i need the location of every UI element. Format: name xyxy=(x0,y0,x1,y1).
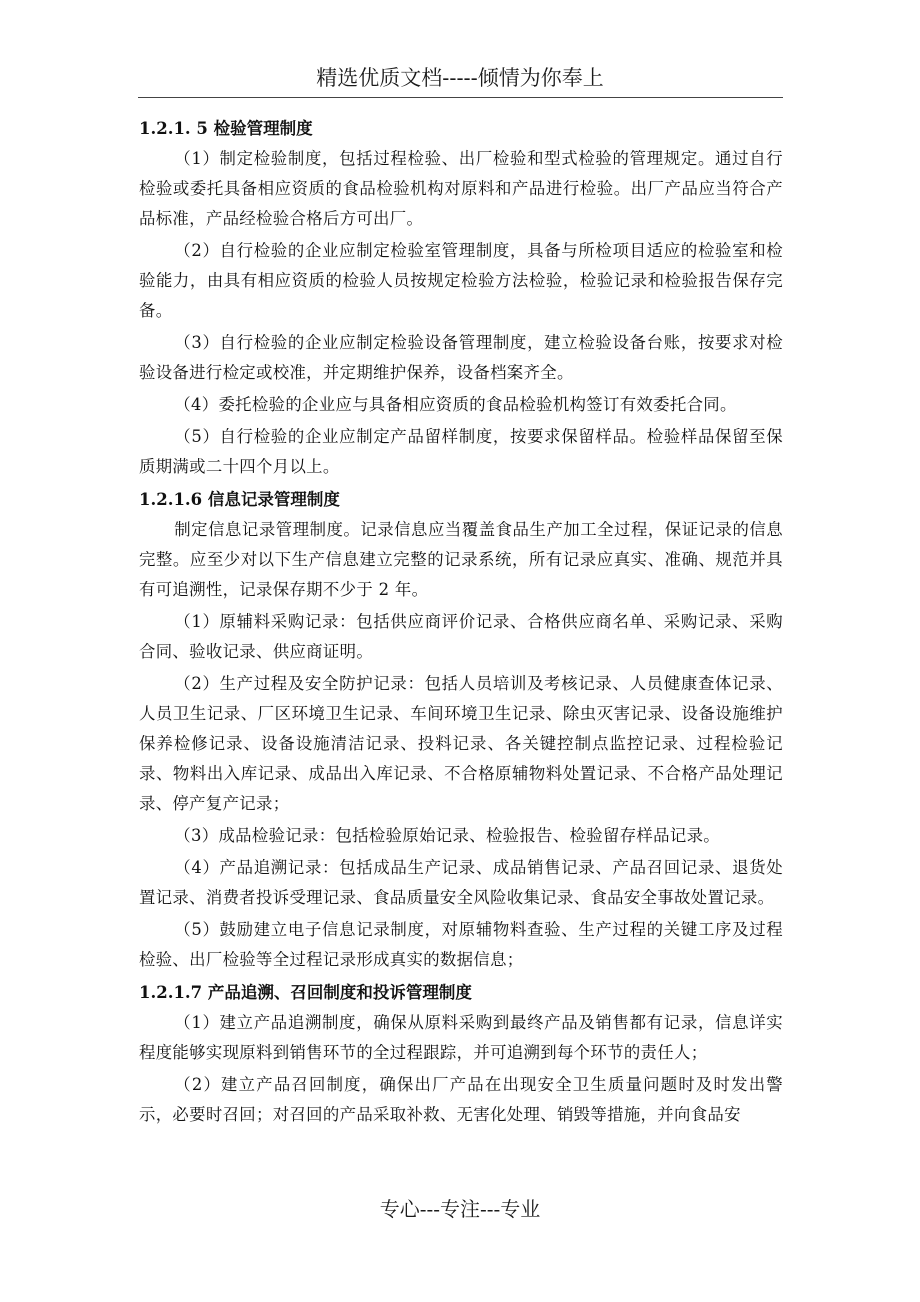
paragraph: （3）自行检验的企业应制定检验设备管理制度，建立检验设备台账，按要求对检验设备进行检定或校准，并定期维护保养，设备档案齐全。 xyxy=(139,333,783,382)
paragraph: （2）建立产品召回制度，确保出厂产品在出现安全卫生质量问题时及时发出警示，必要时召回；对召回的产品采取补救、无害化处理、销毁等措施，并向食品安 xyxy=(139,1075,783,1124)
paragraph: （1）建立产品追溯制度，确保从原料采购到最终产品及销售都有记录，信息详实程度能够实现原料到销售环节的全过程跟踪，并可追溯到每个环节的责任人； xyxy=(139,1013,783,1062)
section-information-records xyxy=(139,484,783,975)
paragraph: （2）生产过程及安全防护记录：包括人员培训及考核记录、人员健康查体记录、人员卫生记录、厂区环境卫生记录、车间环境卫生记录、除虫灭害记录、设备设施维护保养检修记录、设备设施清洁记录、投料记录、各关键控制点监控记录、过程检验记录、物料出入库记录、成品出入库记录、不合格原辅物料处置记录、不合格产品处理记录、停产复产记录； xyxy=(139,674,783,813)
page-footer-text: 专心---专注---专业 xyxy=(379,1197,541,1221)
paragraph: （2）自行检验的企业应制定检验室管理制度，具备与所检项目适应的检验室和检验能力，由具有相应资质的检验人员按规定检验方法检验，检验记录和检验报告保存完备。 xyxy=(139,241,783,320)
header-divider xyxy=(138,97,783,98)
document-body xyxy=(139,113,783,1132)
section-heading: 1.2.1.7 产品追溯、召回制度和投诉管理制度 xyxy=(139,983,472,1002)
section-heading: 1.2.1.6 信息记录管理制度 xyxy=(139,490,340,509)
paragraph: （3）成品检验记录：包括检验原始记录、检验报告、检验留存样品记录。 xyxy=(174,826,720,845)
paragraph: （4）委托检验的企业应与具备相应资质的食品检验机构签订有效委托合同。 xyxy=(174,395,737,414)
paragraph: （5）鼓励建立电子信息记录制度，对原辅物料查验、生产过程的关键工序及过程检验、出厂检验等全过程记录形成真实的数据信息； xyxy=(139,920,783,969)
section-inspection-management xyxy=(139,113,783,482)
paragraph: （1）原辅料采购记录：包括供应商评价记录、合格供应商名单、采购记录、采购合同、验收记录、供应商证明。 xyxy=(139,612,783,661)
page-header-title: 精选优质文档-----倾情为你奉上 xyxy=(316,66,604,90)
section-heading: 1.2.1. 5 检验管理制度 xyxy=(139,119,313,138)
paragraph: 制定信息记录管理制度。记录信息应当覆盖食品生产加工全过程，保证记录的信息完整。应至少对以下生产信息建立完整的记录系统，所有记录应真实、准确、规范并具有可追溯性，记录保存期不少于 2 年。 xyxy=(139,520,783,599)
paragraph: （1）制定检验制度，包括过程检验、出厂检验和型式检验的管理规定。通过自行检验或委托具备相应资质的食品检验机构对原料和产品进行检验。出厂产品应当符合产品标准，产品经检验合格后方可出厂。 xyxy=(139,149,783,228)
paragraph: （4）产品追溯记录：包括成品生产记录、成品销售记录、产品召回记录、退货处置记录、消费者投诉受理记录、食品质量安全风险收集记录、食品安全事故处置记录。 xyxy=(139,858,783,907)
section-traceability-recall xyxy=(139,977,783,1130)
paragraph: （5）自行检验的企业应制定产品留样制度，按要求保留样品。检验样品保留至保质期满或二十四个月以上。 xyxy=(139,427,783,476)
